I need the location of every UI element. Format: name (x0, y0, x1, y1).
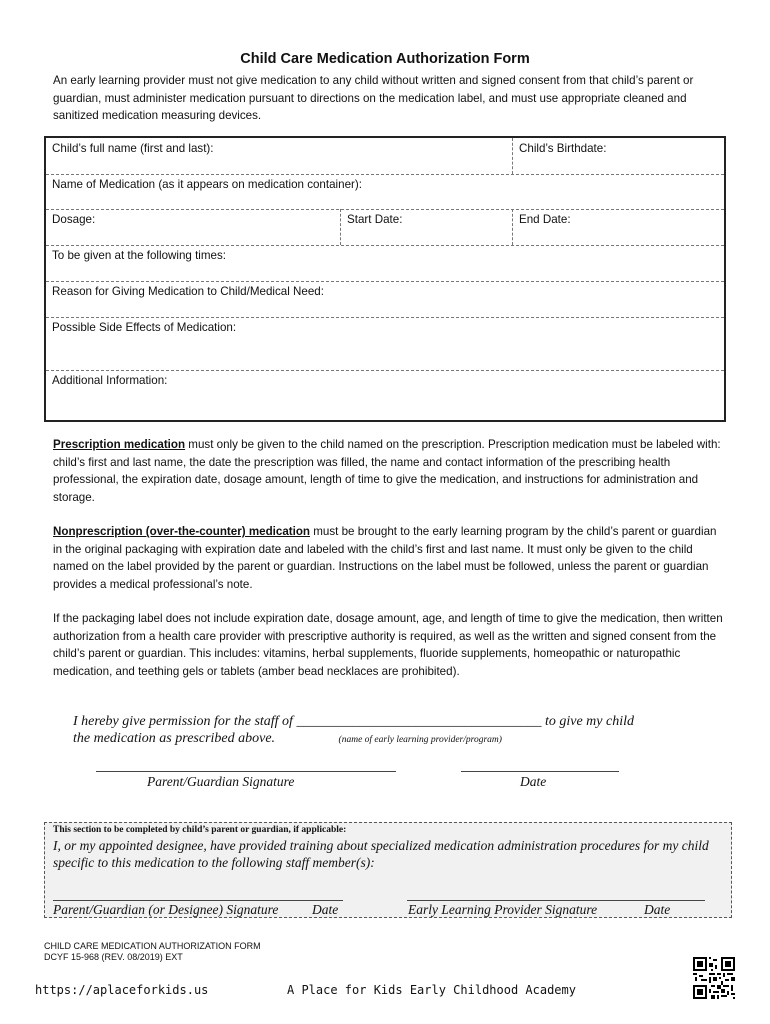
qr-code-icon (693, 957, 735, 999)
designee-date-label: Date (312, 902, 339, 917)
row-child-info (46, 138, 724, 175)
dosage-field[interactable] (46, 209, 340, 245)
form-code: DCYF 15-968 (REV. 08/2019) EXT (44, 952, 183, 962)
provider-signature-label: Early Learning Provider Signature (408, 902, 598, 917)
form-name: CHILD CARE MEDICATION AUTHORIZATION FORM (44, 941, 261, 951)
child-name-label: Child’s full name (first and last): (52, 142, 214, 155)
times-label: To be given at the following times: (52, 249, 227, 262)
child-name-field[interactable] (46, 138, 512, 174)
side-effects-label: Possible Side Effects of Medication: (52, 321, 237, 334)
reason-label: Reason for Giving Medication to Child/Medical Need: (52, 285, 324, 298)
child-birthdate-field[interactable] (512, 138, 724, 174)
row-times (46, 245, 724, 282)
provider-signature-line[interactable] (407, 900, 705, 901)
end-date-field[interactable] (512, 209, 724, 245)
permission-statement (73, 713, 723, 749)
designee-section (44, 822, 732, 918)
end-date-label: End Date: (519, 213, 571, 226)
reason-field[interactable] (46, 281, 724, 317)
side-effects-field[interactable] (46, 317, 724, 370)
intro-paragraph: An early learning provider must not give medication to any child without written and signed consent from that child’s parent or guardian, must administer medication pursuant to directions on the medication label, and must use appropriate cleaned and sanitized medication measuring devices. (53, 74, 694, 122)
row-dosage-dates (46, 209, 724, 246)
parent-signature-label: Parent/Guardian Signature (147, 774, 295, 789)
row-additional (46, 370, 724, 420)
medication-form-table (44, 136, 726, 422)
permission-line1-end: to give my child (544, 714, 634, 729)
website-link[interactable]: https://aplaceforkids.us (35, 983, 209, 997)
child-birthdate-label: Child’s Birthdate: (519, 142, 607, 155)
parent-signature-line[interactable] (96, 771, 396, 772)
designee-signature-label: Parent/Guardian (or Designee) Signature (53, 902, 279, 917)
row-medication-name (46, 174, 724, 210)
row-reason (46, 281, 724, 318)
form-code-block (44, 941, 261, 963)
prescription-heading: Prescription medication (53, 438, 186, 451)
start-date-field[interactable] (340, 209, 512, 245)
start-date-label: Start Date: (347, 213, 403, 226)
row-side-effects (46, 317, 724, 371)
designee-heading: This section to be completed by child’s parent or guardian, if applicable: (53, 825, 347, 835)
form-title: Child Care Medication Authorization Form (240, 51, 530, 67)
permission-line1-start: I hereby give permission for the staff of (73, 714, 293, 729)
nonprescription-heading: Nonprescription (over-the-counter) medication (53, 525, 311, 538)
provider-date-label: Date (644, 902, 671, 917)
times-field[interactable] (46, 245, 724, 281)
dosage-label: Dosage: (52, 213, 96, 226)
prescription-text: must only be given to the child named on the prescription. Prescription medication must be labeled with: child’s first and last name, the date the prescription was filled, the name and contact information of the prescribing health professional, the expiration date, dosage amount, length of time to give the medication, and instructions for administration and storage. (53, 438, 721, 504)
parent-date-label: Date (520, 774, 547, 789)
nonprescription-text: must be brought to the early learning program by the child’s parent or guardian in the original packaging with expiration date and labeled with the child’s first and last name. It must only be given to the child named on the label provided by the parent or guardian. Instructions on the label must be followed, unless the parent or guardian provides a medical professional’s note. (53, 525, 717, 591)
designee-statement: I, or my appointed designee, have provided training about specialized medication administration procedures for my child specific to this medication to the following staff member(s): (53, 838, 709, 870)
packaging-note-paragraph: If the packaging label does not include expiration date, dosage amount, age, and length of time to give the medication, then written authorization from a health care provider with prescriptive authority is required, as well as the written and signed consent from the child’s parent or guardian. This includes: vitamins, herbal supplements, fluoride supplements, homeopathic or naturopathic medication, and teething gels or tablets (amber bead necklaces are prohibited). (53, 612, 723, 678)
additional-info-label: Additional Information: (52, 374, 168, 387)
medication-name-label: Name of Medication (as it appears on medication container): (52, 178, 362, 191)
prescription-paragraph (53, 436, 723, 506)
program-name-blank[interactable]: ___________________________________ (296, 714, 542, 729)
designee-signature-line[interactable] (53, 900, 343, 901)
organization-name: A Place for Kids Early Childhood Academy (287, 983, 576, 997)
program-name-hint: (name of early learning provider/program) (338, 735, 502, 745)
medication-name-field[interactable] (46, 174, 724, 209)
nonprescription-paragraph (53, 523, 723, 593)
permission-line2: the medication as prescribed above. (73, 731, 276, 746)
additional-info-field[interactable] (46, 370, 724, 420)
parent-date-line[interactable] (461, 771, 619, 772)
